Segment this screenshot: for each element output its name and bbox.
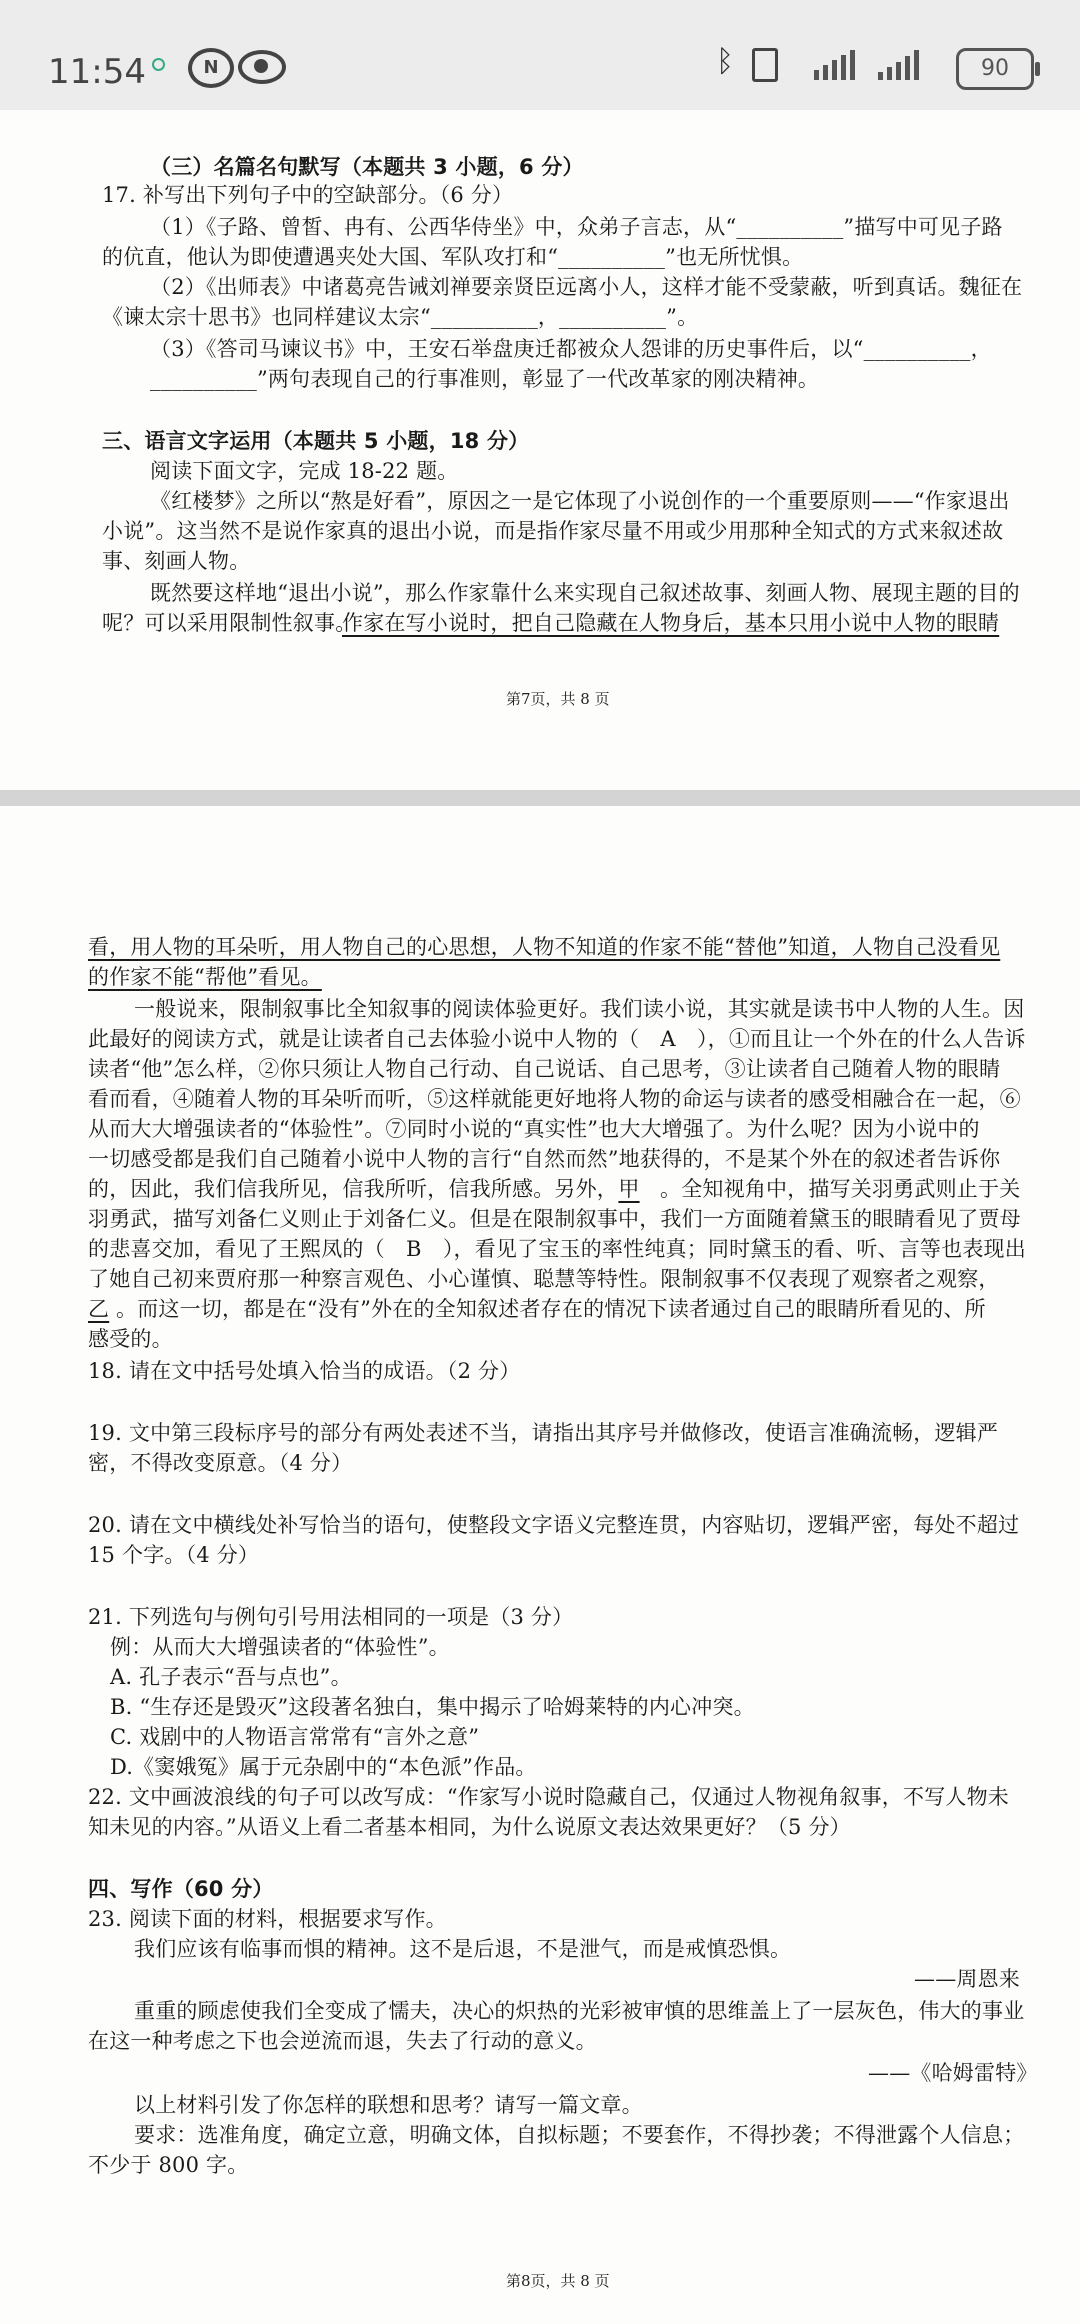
document-page-8	[0, 806, 1080, 2324]
text-line: 一切感受都是我们自己随着小说中人物的言行“自然而然”地获得的，不是某个外在的叙述者告诉你	[88, 1147, 1001, 1171]
quote-source: ——《哈姆雷特》	[868, 2061, 1038, 2085]
text-line: 《红楼梦》之所以“熬是好看”，原因之一是它体现了小说创作的一个重要原则——“作家退出	[150, 489, 1010, 513]
battery-icon: 90	[956, 48, 1034, 90]
text-line: 。而这一切，都是在“没有”外在的全知叙述者存在的情况下读者通过自己的眼睛所看见的、所	[116, 1297, 986, 1321]
quote-line: 重重的顾虑使我们全变成了懦夫，决心的炽热的光彩被审慎的思维盖上了一层灰色，伟大的事业	[134, 1999, 1025, 2023]
option-d: D.《窦娥冤》属于元杂剧中的“本色派”作品。	[110, 1755, 537, 1779]
text-line: 感受的。	[88, 1327, 173, 1351]
quote-source: ——周恩来	[914, 1967, 1020, 1991]
text-line: 15 个字。（4 分）	[88, 1543, 260, 1567]
wavy-underlined-sentence: 看，用人物的耳朵听，用人物自己的心思想，人物不知道的作家不能“替他”知道，人物自己没看见	[88, 935, 1001, 959]
page-footer: 第8页，共 8 页	[506, 2272, 610, 2290]
document-page-7	[0, 110, 1080, 790]
text-line: 此最好的阅读方式，就是让读者自己去体验小说中人物的（ A ），①而且让一个外在的什么人告诉	[88, 1027, 1026, 1051]
wavy-underlined-sentence: 的作家不能“帮他”看见。	[88, 965, 322, 989]
text-line: （2）《出师表》中诸葛亮告诫刘禅要亲贤臣远离小人，这样才能不受蒙蔽，听到真话。魏征在	[150, 275, 1023, 299]
text-line: 从而大大增强读者的“体验性”。⑦同时小说的“真实性”也大大增强了。为什么呢？因为小说中的	[88, 1117, 980, 1141]
text-line: 事、刻画人物。	[102, 549, 251, 573]
question-18: 18. 请在文中括号处填入恰当的成语。（2 分）	[88, 1359, 521, 1383]
page-divider	[0, 790, 1080, 806]
text-line: （1）《子路、曾皙、冉有、公西华侍坐》中，众弟子言志，从“__________”描写中可见子路	[150, 215, 1003, 239]
option-c: C. 戏剧中的人物语言常常有“言外之意”	[110, 1725, 480, 1749]
text-line: 要求：选准角度，确定立意，明确文体，自拟标题；不要套作，不得抄袭；不得泄露个人信息；	[134, 2123, 1025, 2147]
text-line: 不少于 800 字。	[88, 2153, 249, 2177]
text-line: 阅读下面文字，完成 18-22 题。	[150, 459, 459, 483]
text-line: 。全知视角中，描写关羽勇武则止于关	[660, 1177, 1021, 1201]
option-a: A. 孔子表示“吾与点也”。	[110, 1665, 352, 1689]
status-bar	[0, 0, 1080, 110]
text-line: 小说”。这当然不是说作家真的退出小说，而是指作家尽量不用或少用那种全知式的方式来叙述故	[102, 519, 1004, 543]
option-b: B. “生存还是毁灭”这段著名独白，集中揭示了哈姆莱特的内心冲突。	[110, 1695, 755, 1719]
wavy-underlined-sentence: 作家在写小说时，把自己隐藏在人物身后，基本只用小说中人物的眼睛	[342, 611, 1000, 635]
section-heading: 三、语言文字运用（本题共 5 小题，18 分）	[102, 429, 530, 453]
text-line: 了她自己初来贾府那一种察言观色、小心谨慎、聪慧等特性。限制叙事不仅表现了观察者之观察，	[88, 1267, 1000, 1291]
question-23: 23. 阅读下面的材料，根据要求写作。	[88, 1907, 447, 1931]
vibrate-icon	[752, 48, 778, 82]
text-line: __________”两句表现自己的行事准则，彰显了一代改革家的刚决精神。	[150, 367, 820, 391]
example-line: 例：从而大大增强读者的“体验性”。	[110, 1635, 450, 1659]
text-line: 的伉直，他认为即使遭遇夹处大国、军队攻打和“__________”也无所忧惧。	[102, 245, 804, 269]
text-line: 密，不得改变原意。（4 分）	[88, 1451, 353, 1475]
text-line: 既然要这样地“退出小说”，那么作家靠什么来实现自己叙述故事、刻画人物、展现主题的目的	[150, 581, 1020, 605]
blank-jia: 甲	[618, 1177, 640, 1201]
question-20: 20. 请在文中横线处补写恰当的语句，使整段文字语义完整连贯，内容贴切，逻辑严密，每处不超过	[88, 1513, 1020, 1537]
text-line: 知未见的内容。”从语义上看二者基本相同，为什么说原文表达效果更好？（5 分）	[88, 1815, 851, 1839]
notification-dot-icon	[152, 58, 165, 71]
eye-icon	[238, 50, 286, 84]
text-line: 的悲喜交加，看见了王熙凤的（ B ），看见了宝玉的率性纯真；同时黛玉的看、听、言等也表现出	[88, 1237, 1026, 1261]
text-line: 以上材料引发了你怎样的联想和思考？请写一篇文章。	[134, 2093, 643, 2117]
question-19: 19. 文中第三段标序号的部分有两处表述不当，请指出其序号并做修改，使语言准确流畅，逻辑严	[88, 1421, 999, 1445]
bluetooth-icon: ᛒ	[716, 44, 734, 79]
signal-4g-icon	[878, 50, 919, 80]
text-line: 呢？可以采用限制性叙事。	[102, 611, 357, 635]
vpn-key-icon: N	[188, 48, 234, 88]
section-heading: （三）名篇名句默写（本题共 3 小题，6 分）	[150, 155, 584, 179]
section-heading: 四、写作（60 分）	[88, 1877, 274, 1901]
status-time: 11:54	[48, 52, 146, 92]
page-footer: 第7页，共 8 页	[506, 690, 610, 708]
text-line: （3）《答司马谏议书》中，王安石举盘庚迁都被众人怨诽的历史事件后，以“__________，	[150, 337, 992, 361]
signal-icon	[814, 50, 855, 80]
question-17: 17. 补写出下列句子中的空缺部分。（6 分）	[102, 183, 514, 207]
quote-line: 在这一种考虑之下也会逆流而退，失去了行动的意义。	[88, 2029, 597, 2053]
text-line: 一般说来，限制叙事比全知叙事的阅读体验更好。我们读小说，其实就是读书中人物的人生。因	[134, 997, 1025, 1021]
question-22: 22. 文中画波浪线的句子可以改写成：“作家写小说时隐藏自己，仅通过人物视角叙事，不写人物未	[88, 1785, 1010, 1809]
blank-yi: 乙	[88, 1297, 110, 1321]
question-21: 21. 下列选句与例句引号用法相同的一项是（3 分）	[88, 1605, 574, 1629]
text-line: 看而看，④随着人物的耳朵听而听，⑤这样就能更好地将人物的命运与读者的感受相融合在一起，⑥	[88, 1087, 1021, 1111]
text-line: 《谏太宗十思书》也同样建议太宗“__________，__________”。	[102, 305, 699, 329]
quote-line: 我们应该有临事而惧的精神。这不是后退，不是泄气，而是戒慎恐惧。	[134, 1937, 792, 1961]
text-line: 的，因此，我们信我所见，信我所听，信我所感。另外，	[88, 1177, 618, 1201]
text-line: 读者“他”怎么样，②你只须让人物自己行动、自己说话、自己思考，③让读者自己随着人物的眼睛	[88, 1057, 1001, 1081]
text-line: 羽勇武，描写刘备仁义则止于刘备仁义。但是在限制叙事中，我们一方面随着黛玉的眼睛看见了贾母	[88, 1207, 1021, 1231]
